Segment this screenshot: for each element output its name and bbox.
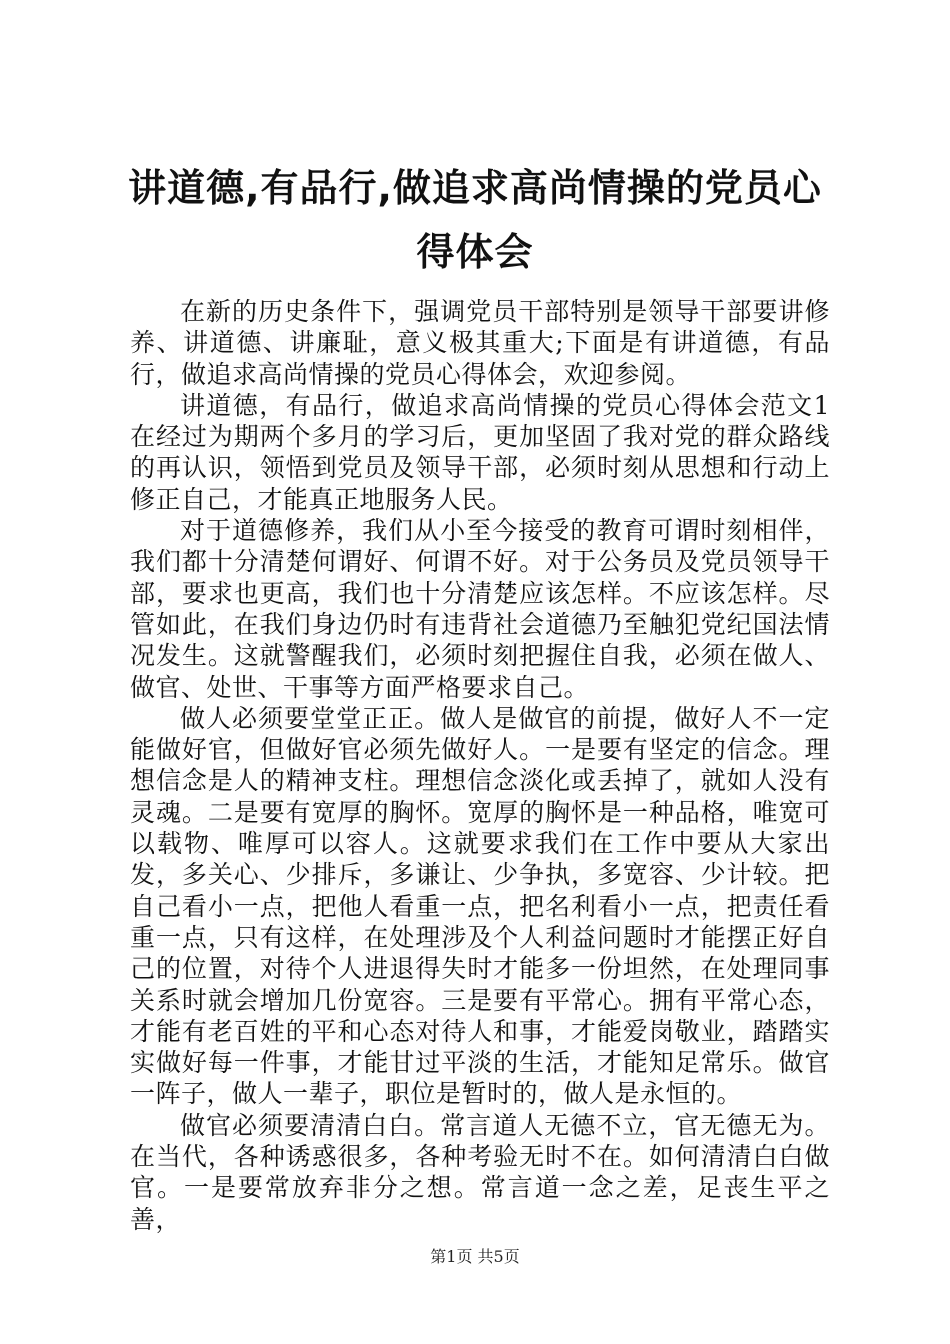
paragraph-4: 做官必须要清清白白。常言道人无德不立，官无德无为。在当代，各种诱惑很多，各种考验无时不在。如何清清白白做官。一是要常放弃非分之想。常言道一念之差，足丧生平之善，	[130, 1110, 830, 1234]
paragraph-2: 对于道德修养，我们从小至今接受的教育可谓时刻相伴，我们都十分清楚何谓好、何谓不好。对于公务员及党员领导干部，要求也更高，我们也十分清楚应该怎样。不应该怎样。尽管如此，在我们身边仍时有违背社会道德乃至触犯党纪国法情况发生。这就警醒我们，必须时刻把握住自我，必须在做人、做官、处世、干事等方面严格要求自己。	[130, 516, 830, 702]
paragraph-intro: 在新的历史条件下，强调党员干部特别是领导干部要讲修养、讲道德、讲廉耻，意义极其重大;下面是有讲道德，有品行，做追求高尚情操的党员心得体会，欢迎参阅。	[130, 297, 830, 389]
document-body	[130, 296, 830, 1235]
document-title: 讲道德,有品行,做追求高尚情操的党员心得体会	[128, 166, 822, 274]
paragraph-1: 讲道德，有品行，做追求高尚情操的党员心得体会范文1在经过为期两个多月的学习后，更加坚固了我对党的群众路线的再认识，领悟到党员及领导干部，必须时刻从思想和行动上修正自己，才能真正地服务人民。	[130, 390, 830, 514]
paragraph-3: 做人必须要堂堂正正。做人是做官的前提，做好人不一定能做好官，但做好官必须先做好人。一是要有坚定的信念。理想信念是人的精神支柱。理想信念淡化或丢掉了，就如人没有灵魂。二是要有宽厚的胸怀。宽厚的胸怀是一种品格，唯宽可以载物、唯厚可以容人。这就要求我们在工作中要从大家出发，多关心、少排斥，多谦让、少争执，多宽容、少计较。把自己看小一点，把他人看重一点，把名利看小一点，把责任看重一点，只有这样，在处理涉及个人利益问题时才能摆正好自己的位置，对待个人进退得失时才能多一份坦然，在处理同事关系时就会增加几份宽容。三是要有平常心。拥有平常心态，才能有老百姓的平和心态对待人和事，才能爱岗敬业，踏踏实实做好每一件事，才能甘过平淡的生活，才能知足常乐。做官一阵子，做人一辈子，职位是暂时的，做人是永恒的。	[130, 703, 830, 1109]
page-number-footer: 第1页 共5页	[430, 1247, 520, 1266]
